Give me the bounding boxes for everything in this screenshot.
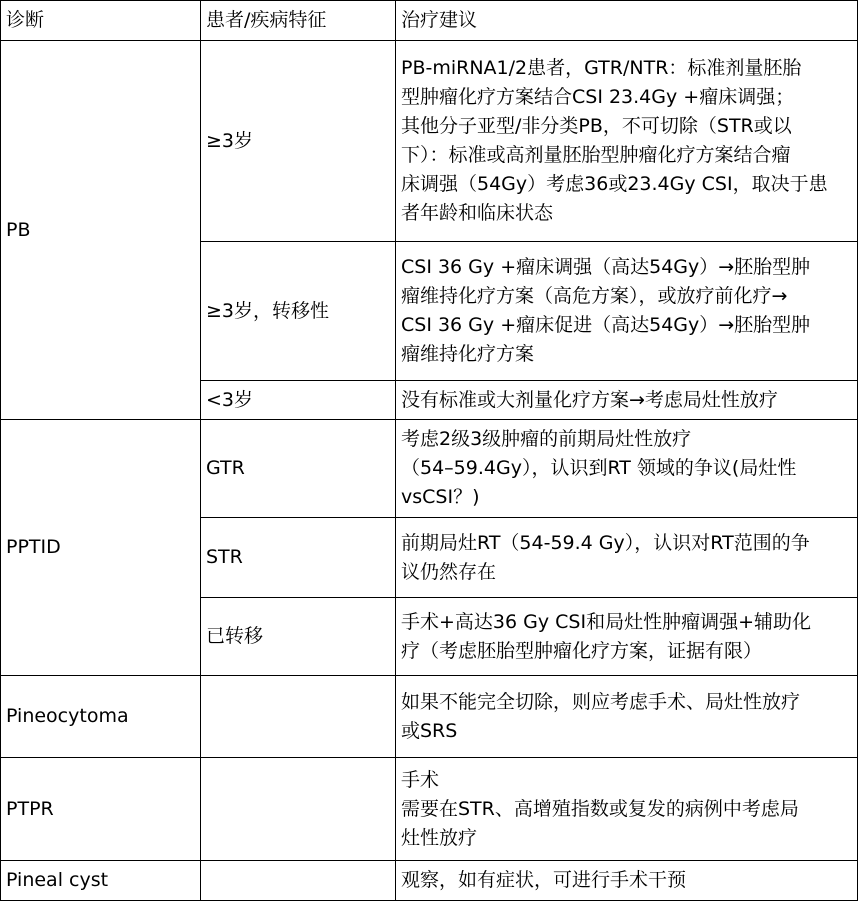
treatment-line: 者年龄和临床状态: [401, 202, 554, 224]
treatment-line: 手术+高达36 Gy CSI和局灶性肿瘤调强+辅助化: [401, 610, 811, 633]
diagnosis-cell: PB: [1, 41, 201, 420]
treatment-line: 灶性放疗: [401, 826, 478, 849]
table-row: [1, 676, 858, 758]
feature-cell: [201, 676, 396, 758]
treatment-cell: [396, 598, 858, 676]
treatment-line: （54–59.4Gy），认识到RT 领域的争议(局灶性: [401, 457, 797, 479]
treatment-line: vsCSI？): [401, 486, 480, 508]
header-features: 患者/疾病特征: [201, 1, 396, 41]
treatment-line: 或SRS: [401, 719, 458, 742]
treatment-line: 型肿瘤化疗方案结合CSI 23.4Gy +瘤床调强；: [401, 86, 795, 108]
table-row: [1, 420, 858, 518]
treatment-line: 疗（考虑胚胎型肿瘤化疗方案，证据有限）: [401, 639, 763, 662]
treatment-cell: [396, 41, 858, 242]
table-row: [1, 758, 858, 861]
diagnosis-cell: PPTID: [1, 420, 201, 676]
header-treatment: 治疗建议: [396, 1, 858, 41]
table-row: [1, 41, 858, 242]
header-diagnosis: 诊断: [1, 1, 201, 41]
treatment-line: 需要在STR、高增殖指数或复发的病例中考虑局: [401, 797, 799, 820]
feature-cell: ≥3岁，转移性: [201, 242, 396, 381]
feature-cell: [201, 758, 396, 861]
treatment-line: 其他分子亚型/非分类PB，不可切除（STR或以: [401, 115, 792, 137]
treatment-line: 下）：标准或高剂量胚胎型肿瘤化疗方案结合瘤: [401, 144, 791, 166]
feature-cell: STR: [201, 518, 396, 598]
feature-cell: GTR: [201, 420, 396, 518]
treatment-line: 没有标准或大剂量化疗方案→考虑局灶性放疗: [401, 388, 778, 411]
diagnosis-cell: PTPR: [1, 758, 201, 861]
treatment-cell: [396, 518, 858, 598]
treatment-cell: [396, 758, 858, 861]
treatment-line: 瘤维持化疗方案: [401, 343, 535, 365]
treatment-line: 瘤维持化疗方案（高危方案），或放疗前化疗→: [401, 285, 788, 307]
treatment-line: 如果不能完全切除，则应考虑手术、局灶性放疗: [401, 690, 801, 713]
treatment-cell: [396, 676, 858, 758]
feature-cell: <3岁: [201, 381, 396, 420]
treatment-line: 考虑2级3级肿瘤的前期局灶性放疗: [401, 428, 692, 450]
feature-cell: ≥3岁: [201, 41, 396, 242]
treatment-cell: [396, 242, 858, 381]
treatment-cell: [396, 861, 858, 901]
treatment-line: PB-miRNA1/2患者，GTR/NTR：标准剂量胚胎: [401, 57, 802, 79]
treatment-line: CSI 36 Gy +瘤床促进（高达54Gy）→胚胎型肿: [401, 314, 811, 336]
feature-cell: 已转移: [201, 598, 396, 676]
treatment-line: 观察，如有症状，可进行手术干预: [401, 869, 687, 891]
treatment-cell: [396, 420, 858, 518]
diagnosis-cell: Pineal cyst: [1, 861, 201, 901]
treatment-line: 前期局灶RT（54-59.4 Gy），认识对RT范围的争: [401, 531, 810, 554]
treatment-line: 床调强（54Gy）考虑36或23.4Gy CSI，取决于患: [401, 173, 828, 195]
header-row: [1, 1, 858, 41]
feature-cell: [201, 861, 396, 901]
treatment-cell: [396, 381, 858, 420]
table-row: [1, 861, 858, 901]
diagnosis-cell: Pineocytoma: [1, 676, 201, 758]
treatment-line: 议仍然存在: [401, 560, 497, 583]
treatment-line: 手术: [401, 768, 440, 791]
treatment-line: CSI 36 Gy +瘤床调强（高达54Gy）→胚胎型肿: [401, 256, 811, 278]
